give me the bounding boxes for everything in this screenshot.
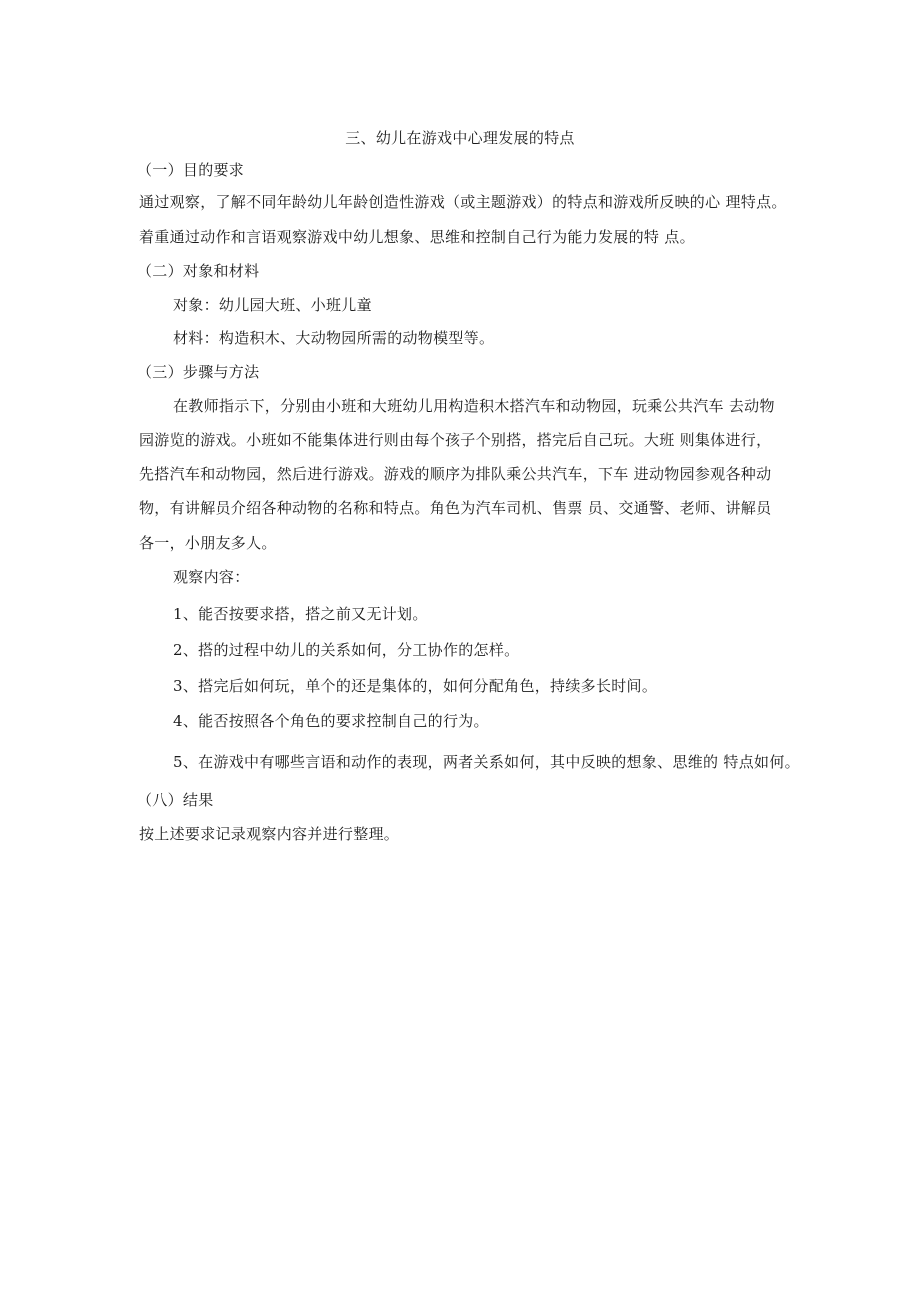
procedure-line-1: 在教师指示下，分别由小班和大班幼儿用构造积木搭汽车和动物园，玩乘公共汽车 去动物 bbox=[173, 397, 775, 415]
procedure-line-5: 各一，小朋友多人。 bbox=[139, 534, 277, 552]
procedure-line-2: 园游览的游戏。小班如不能集体进行则由每个孩子个别搭，搭完后自己玩。大班 则集体进行， bbox=[139, 431, 772, 449]
section-heading-subjects: （二）对象和材料 bbox=[137, 262, 260, 280]
procedure-line-3: 先搭汽车和动物园，然后进行游戏。游戏的顺序为排队乘公共汽车，下车 进动物园参观各种动 bbox=[139, 465, 772, 483]
observation-label: 观察内容： bbox=[173, 568, 250, 586]
observation-item: 2、搭的过程中幼儿的关系如何，分工协作的怎样。 bbox=[173, 641, 520, 659]
results-text: 按上述要求记录观察内容并进行整理。 bbox=[139, 825, 400, 843]
procedure-line-4: 物，有讲解员介绍各种动物的名称和特点。角色为汽车司机、售票 员、交通警、老师、讲解员 bbox=[139, 499, 772, 517]
subjects-text: 对象：幼儿园大班、小班儿童 bbox=[173, 296, 372, 314]
observation-item: 5、在游戏中有哪些言语和动作的表现，两者关系如何，其中反映的想象、思维的 特点如何。 bbox=[173, 753, 800, 771]
section-heading-procedure: （三）步骤与方法 bbox=[137, 363, 260, 381]
observation-item: 1、能否按要求搭，搭之前又无计划。 bbox=[173, 605, 428, 623]
purpose-line-1: 通过观察，了解不同年龄幼儿年龄创造性游戏（或主题游戏）的特点和游戏所反映的心 理特点。 bbox=[139, 193, 787, 211]
purpose-line-2: 着重通过动作和言语观察游戏中幼儿想象、思维和控制自己行为能力发展的特 点。 bbox=[139, 228, 695, 246]
observation-item: 4、能否按照各个角色的要求控制自己的行为。 bbox=[173, 712, 489, 730]
observation-item: 3、搭完后如何玩，单个的还是集体的，如何分配角色，持续多长时间。 bbox=[173, 677, 658, 695]
section-heading-purpose: （一）目的要求 bbox=[137, 161, 245, 179]
section-heading-results: （八）结果 bbox=[137, 791, 214, 809]
materials-text: 材料：构造积木、大动物园所需的动物模型等。 bbox=[173, 329, 495, 347]
document-title: 三、幼儿在游戏中心理发展的特点 bbox=[345, 129, 575, 147]
